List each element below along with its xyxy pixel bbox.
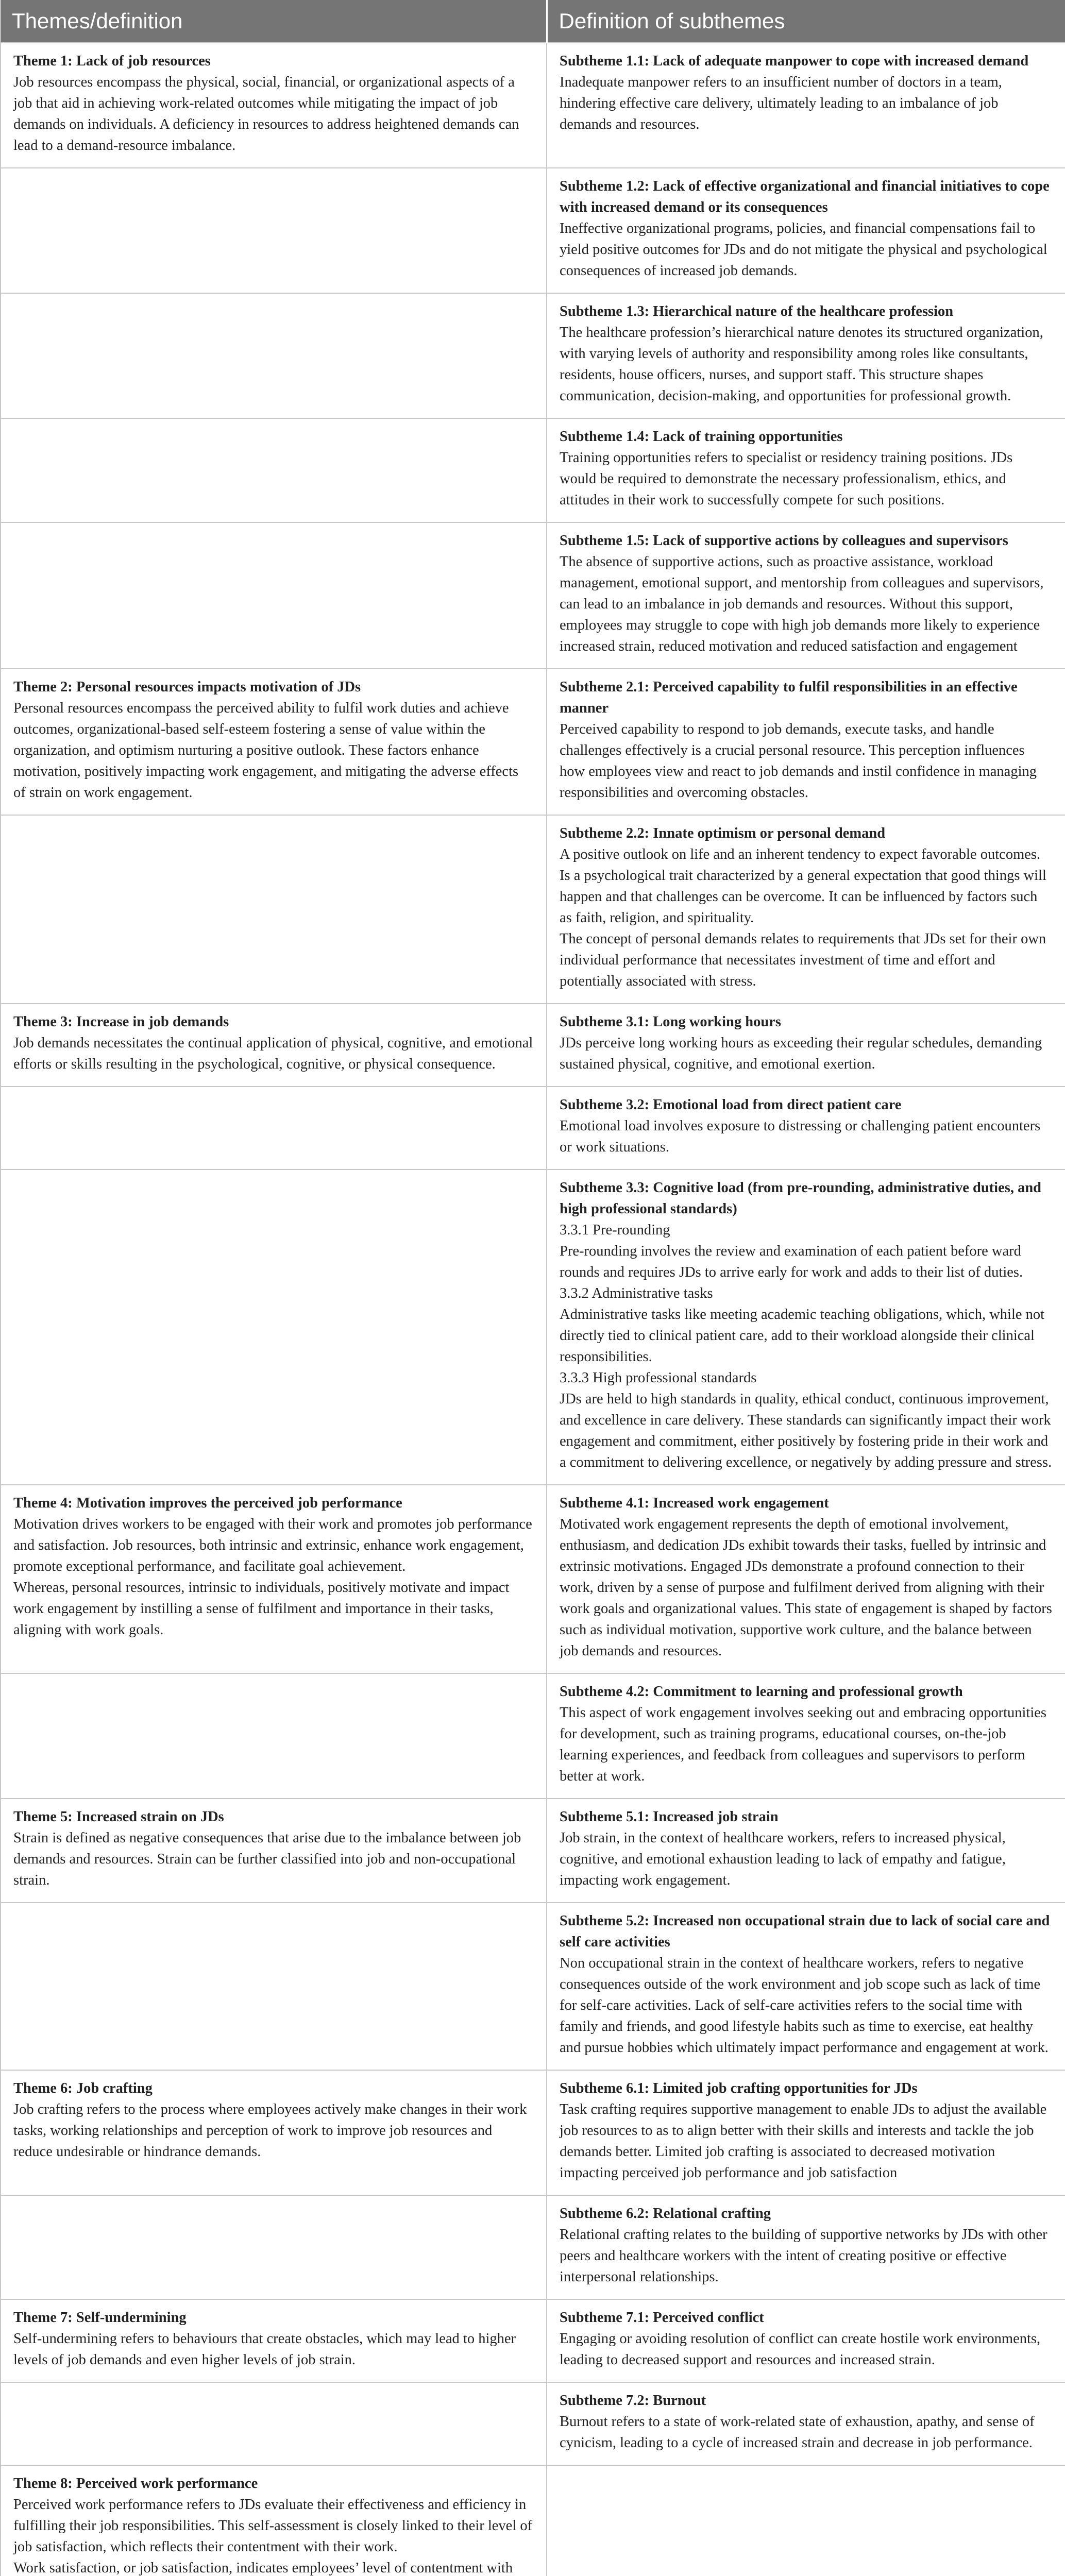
subtheme-cell [547,2070,1065,2195]
table-row [1,2070,1065,2195]
subtheme-definition: Burnout refers to a state of work-related state of exhaustion, apathy, and sense of cynicism, leading to a cycle of increased strain and decrease in job performance. [560,2414,1035,2451]
subtheme-definition: This aspect of work engagement involves seeking out and embracing opportunities for development, such as training programs, educational courses, on-the-job learning experiences, and feedback from colleagues and supervisors to perform better at work. [560,1705,1047,1784]
table-row [1,1004,1065,1087]
theme-definition: Job resources encompass the physical, social, financial, or organizational aspects of a job that aid in achieving work-related outcomes while mitigating the impact of job demands on individuals. A deficiency in resources to address heightened demands can lead to a demand-resource imbalance. [13,74,519,154]
subtheme-definition: 3.3.2 Administrative tasks [560,1285,713,1301]
subtheme-definition: Non occupational strain in the context of healthcare workers, refers to negative consequences outside of the work environment and job scope such as lack of time for self-care activities. Lack of self-care activities refers to the social time with family and friends, and good lifestyle habits such as time to exercise, eat healthy and pursue hobbies which ultimately impact performance and engagement at work. [560,1955,1049,2056]
theme-definition: Whereas, personal resources, intrinsic to individuals, positively motivate and impact work engagement by instilling a sense of fulfilment and importance in their tasks, aligning with work goals. [13,1580,510,1638]
subtheme-cell [547,1170,1065,1485]
table-row [1,2195,1065,2299]
subtheme-definition: Pre-rounding involves the review and examination of each patient before ward rounds and requires JDs to arrive early for work and adds to their list of duties. [560,1243,1023,1280]
subtheme-definition: Job strain, in the context of healthcare workers, refers to increased physical, cognitive, and emotional exhaustion leading to lack of empathy and fatigue, impacting work engagement. [560,1830,1006,1888]
theme-title: Theme 2: Personal resources impacts motivation of JDs [13,679,361,695]
table-row [1,669,1065,815]
theme-cell [1,669,547,815]
subtheme-title: Subtheme 7.2: Burnout [560,2393,706,2409]
header-subtheme-definition: Definition of subthemes [547,0,1065,43]
theme-title: Theme 6: Job crafting [13,2080,153,2096]
subtheme-title: Subtheme 1.5: Lack of supportive actions by colleagues and supervisors [560,533,1008,549]
subtheme-title: Subtheme 6.1: Limited job crafting opportunities for JDs [560,2080,918,2096]
subtheme-title: Subtheme 3.2: Emotional load from direct patient care [560,1097,902,1113]
subtheme-definition: 3.3.1 Pre-rounding [560,1222,670,1238]
subtheme-definition: The absence of supportive actions, such as proactive assistance, workload management, emotional support, and mentorship from colleagues and supervisors, can lead to an imbalance in job demands and resources. Without this support, employees may struggle to cope with high job demands more likely to experience increased strain, reduced motivation and reduced satisfaction and engagement [560,554,1044,654]
subtheme-cell [547,669,1065,815]
subtheme-cell [547,1087,1065,1170]
table-row [1,1170,1065,1485]
theme-cell [1,293,547,418]
table-header-row [1,0,1065,43]
theme-title: Theme 7: Self-undermining [13,2310,187,2326]
table-row [1,2299,1065,2382]
table-row [1,418,1065,522]
subtheme-cell [547,2465,1065,2576]
subtheme-definition: The concept of personal demands relates to requirements that JDs set for their own individual performance that necessitates investment of time and effort and potentially associated with stress. [560,931,1046,989]
table-row [1,1485,1065,1673]
subtheme-cell [547,293,1065,418]
theme-cell [1,815,547,1004]
theme-cell [1,168,547,293]
subtheme-title: Subtheme 3.3: Cognitive load (from pre-rounding, administrative duties, and high professional standards) [560,1180,1042,1217]
theme-cell [1,1087,547,1170]
theme-definition: Job demands necessitates the continual application of physical, cognitive, and emotional efforts or skills resulting in the psychological, cognitive, or physical consequence. [13,1035,533,1072]
theme-cell [1,522,547,669]
subtheme-cell [547,2299,1065,2382]
theme-title: Theme 4: Motivation improves the perceived job performance [13,1495,402,1511]
theme-cell [1,2382,547,2465]
subtheme-definition: The healthcare profession’s hierarchical nature denotes its structured organization, with varying levels of authority and responsibility among roles like consultants, residents, house officers, nurses, and support staff. This structure shapes communication, decision-making, and opportunities for professional growth. [560,325,1043,404]
header-themes-definition: Themes/definition [1,0,547,43]
subtheme-cell [547,1485,1065,1673]
table-row [1,1799,1065,1903]
theme-title: Theme 8: Perceived work performance [13,2476,258,2492]
theme-cell [1,2465,547,2576]
subtheme-title: Subtheme 2.1: Perceived capability to fulfil responsibilities in an effective manner [560,679,1018,716]
table-row [1,1903,1065,2070]
table-row [1,1087,1065,1170]
theme-cell [1,1799,547,1903]
table-body [1,43,1065,2576]
subtheme-definition: Administrative tasks like meeting academic teaching obligations, which, while not directly tied to clinical patient care, add to their workload alongside their clinical responsibilities. [560,1307,1045,1365]
table-row [1,293,1065,418]
theme-cell [1,2299,547,2382]
subtheme-cell [547,43,1065,168]
subtheme-cell [547,1673,1065,1799]
theme-cell [1,2195,547,2299]
theme-definition: Work satisfaction, or job satisfaction, indicates employees’ level of contentment with [13,2560,513,2576]
subtheme-definition: A positive outlook on life and an inherent tendency to expect favorable outcomes. Is a psychological trait characterized by a general expectation that good things will happen and that challenges can be overcome. It can be influenced by factors such as faith, religion, and spirituality. [560,846,1046,926]
table-row [1,2382,1065,2465]
subtheme-definition: Inadequate manpower refers to an insufficient number of doctors in a team, hindering effective care delivery, ultimately leading to an imbalance of job demands and resources. [560,74,1002,132]
theme-title: Theme 1: Lack of job resources [13,53,211,69]
theme-definition: Personal resources encompass the perceived ability to fulfil work duties and achieve outcomes, organizational-based self-esteem fostering a sense of value within the organization, and optimism nurturing a positive outlook. These factors enhance motivation, positively impacting work engagement, and mitigating the adverse effects of strain on work engagement. [13,700,519,801]
subtheme-definition: Ineffective organizational programs, policies, and financial compensations fail to yield positive outcomes for JDs and do not mitigate the physical and psychological consequences of increased job demands. [560,221,1047,279]
subtheme-cell [547,2382,1065,2465]
table-row [1,168,1065,293]
theme-definition: Perceived work performance refers to JDs evaluate their effectiveness and efficiency in fulfilling their job responsibilities. This self-assessment is closely linked to their level of job satisfaction, which reflects their contentment with their work. [13,2497,533,2555]
subtheme-cell [547,418,1065,522]
table-row [1,522,1065,669]
table-row [1,1673,1065,1799]
subtheme-title: Subtheme 1.2: Lack of effective organizational and financial initiatives to cope with increased demand or its consequences [560,178,1050,215]
theme-cell [1,1004,547,1087]
theme-title: Theme 5: Increased strain on JDs [13,1809,224,1825]
subtheme-definition: Relational crafting relates to the building of supportive networks by JDs with other peers and healthcare workers with the intent of creating positive or effective interpersonal relationships. [560,2227,1047,2285]
subtheme-definition: Task crafting requires supportive management to enable JDs to adjust the available job resources to as to align better with their skills and interests and tackle the job demands better. Limited job crafting is associated to decreased motivation impacting perceived job performance and job satisfaction [560,2102,1047,2181]
subtheme-definition: Perceived capability to respond to job demands, execute tasks, and handle challenges effectively is a crucial personal resource. This perception influences how employees view and react to job demands and instil confidence in managing responsibilities and overcoming obstacles. [560,721,1037,801]
theme-cell [1,2070,547,2195]
subtheme-title: Subtheme 4.2: Commitment to learning and professional growth [560,1684,963,1700]
theme-cell [1,1485,547,1673]
subtheme-title: Subtheme 5.1: Increased job strain [560,1809,779,1825]
subtheme-title: Subtheme 6.2: Relational crafting [560,2206,771,2222]
theme-definition: Motivation drives workers to be engaged with their work and promotes job performance and satisfaction. Job resources, both intrinsic and extrinsic, enhance work engagement, promote exceptional performance, and facilitate goal achievement. [13,1516,532,1574]
subtheme-title: Subtheme 4.1: Increased work engagement [560,1495,829,1511]
subtheme-definition: Emotional load involves exposure to distressing or challenging patient encounters or work situations. [560,1118,1041,1155]
subtheme-title: Subtheme 5.2: Increased non occupational strain due to lack of social care and self care activities [560,1913,1050,1950]
subtheme-definition: 3.3.3 High professional standards [560,1370,757,1386]
theme-cell [1,43,547,168]
subtheme-definition: Engaging or avoiding resolution of conflict can create hostile work environments, leading to decreased support and resources and increased strain. [560,2331,1041,2368]
subtheme-definition: Motivated work engagement represents the depth of emotional involvement, enthusiasm, and dedication JDs exhibit towards their tasks, fuelled by intrinsic and extrinsic motivations. Engaged JDs demonstrate a profound connection to their work, driven by a sense of purpose and fulfilment derived from aligning with their work goals and organizational values. This state of engagement is shaped by factors such as individual motivation, supportive work culture, and the balance between job demands and resources. [560,1516,1052,1659]
subtheme-definition: Training opportunities refers to specialist or residency training positions. JDs would be required to demonstrate the necessary professionalism, ethics, and attitudes in their work to successfully compete for such positions. [560,450,1013,508]
theme-definition: Strain is defined as negative consequences that arise due to the imbalance between job demands and resources. Strain can be further classified into job and non-occupational strain. [13,1830,521,1888]
subtheme-title: Subtheme 2.2: Innate optimism or personal demand [560,825,886,841]
subtheme-cell [547,815,1065,1004]
subtheme-cell [547,1004,1065,1087]
subtheme-cell [547,168,1065,293]
theme-cell [1,1170,547,1485]
subtheme-cell [547,1799,1065,1903]
theme-definition: Self-undermining refers to behaviours that create obstacles, which may lead to higher levels of job demands and even higher levels of job strain. [13,2331,516,2368]
subtheme-title: Subtheme 3.1: Long working hours [560,1014,781,1030]
table-row [1,43,1065,168]
table-row [1,2465,1065,2576]
theme-title: Theme 3: Increase in job demands [13,1014,229,1030]
subtheme-cell [547,1903,1065,2070]
subtheme-title: Subtheme 1.4: Lack of training opportunities [560,429,843,445]
subtheme-cell [547,522,1065,669]
subtheme-cell [547,2195,1065,2299]
subtheme-title: Subtheme 1.1: Lack of adequate manpower to cope with increased demand [560,53,1029,69]
theme-cell [1,1673,547,1799]
theme-definition: Job crafting refers to the process where employees actively make changes in their work tasks, working relationships and perception of work to improve job resources and reduce undesirable or hindrance demands. [13,2102,527,2160]
subtheme-title: Subtheme 7.1: Perceived conflict [560,2310,764,2326]
table-row [1,815,1065,1004]
theme-cell [1,1903,547,2070]
subtheme-title: Subtheme 1.3: Hierarchical nature of the healthcare profession [560,303,954,319]
theme-cell [1,418,547,522]
subtheme-definition: JDs are held to high standards in quality, ethical conduct, continuous improvement, and excellence in care delivery. These standards can significantly impact their work engagement and commitment, either positively by fostering pride in their work and a commitment to delivering excellence, or negatively by adding pressure and stress. [560,1391,1052,1470]
subtheme-definition: JDs perceive long working hours as exceeding their regular schedules, demanding sustained physical, cognitive, and emotional exertion. [560,1035,1042,1072]
